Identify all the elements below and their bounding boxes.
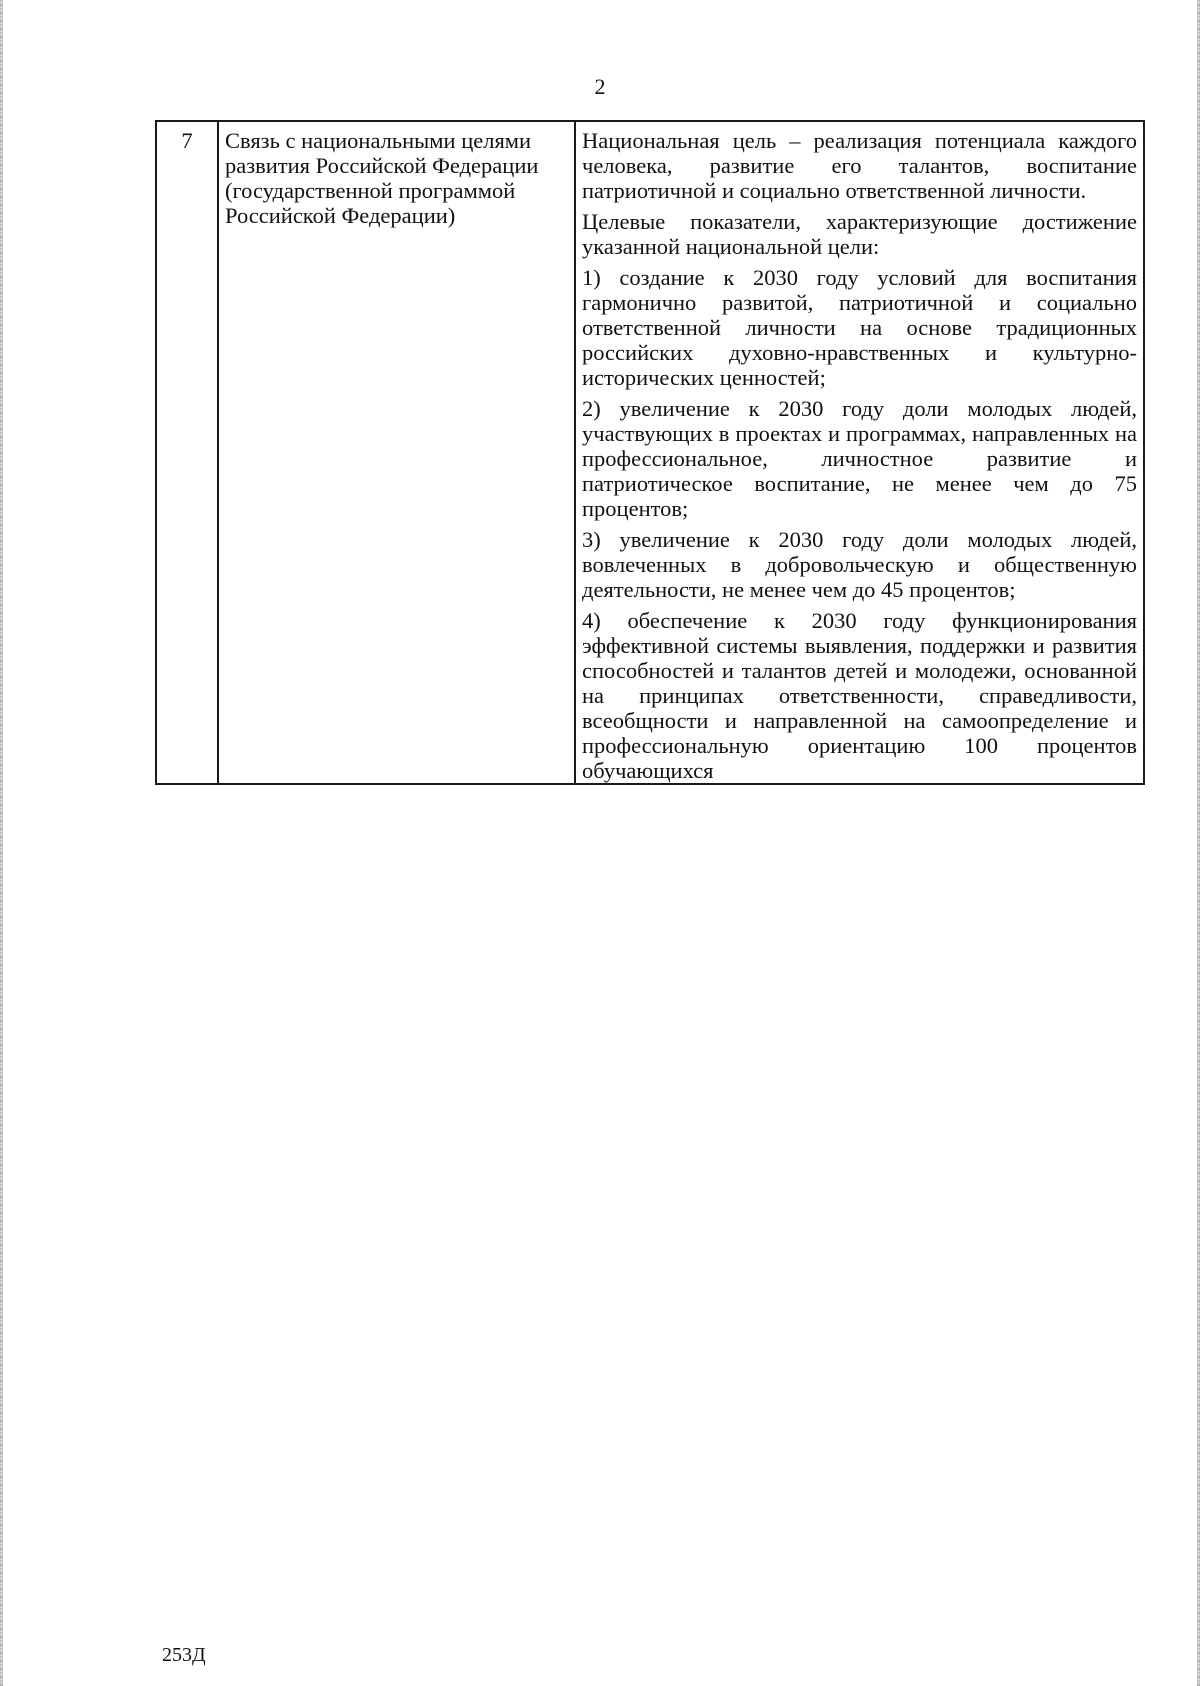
indicator-1-paragraph: 1) создание к 2030 году условий для воспитания гармонично развитой, патриотичной и социально ответственной личности на основе традиционных российских духовно-нравственных и культурно-исторических ценностей; xyxy=(582,265,1137,390)
page-number: 2 xyxy=(594,74,606,99)
table-row xyxy=(156,121,1144,784)
goal-paragraph: Национальная цель – реализация потенциала каждого человека, развитие его талантов, воспитание патриотичной и социально ответственной личности. xyxy=(582,128,1137,203)
footer-code: 253Д xyxy=(162,1644,206,1666)
indicator-4-paragraph: 4) обеспечение к 2030 году функционирования эффективной системы выявления, поддержки и развития способностей и талантов детей и молодежи, основанной на принципах ответственности, справедливости, всеобщности и направленной на самоопределение и профессиональную ориентацию 100 процентов обучающихся xyxy=(582,608,1137,783)
row-content xyxy=(575,121,1144,784)
indicator-2-paragraph: 2) увеличение к 2030 году доли молодых людей, участвующих в проектах и программах, направленных на профессиональное, личностное развитие и патриотическое воспитание, не менее чем до 75 процентов; xyxy=(582,396,1137,521)
row-number: 7 xyxy=(156,121,218,784)
document-table xyxy=(155,120,1145,785)
scan-edge-left xyxy=(0,0,3,1686)
indicator-3-paragraph: 3) увеличение к 2030 году доли молодых людей, вовлеченных в добровольческую и общественную деятельности, не менее чем до 45 процентов; xyxy=(582,527,1137,602)
row-label: Связь с национальными целями развития Российской Федерации (государственной программой Российской Федерации) xyxy=(218,121,575,784)
indicators-intro-paragraph: Целевые показатели, характеризующие достижение указанной национальной цели: xyxy=(582,209,1137,259)
